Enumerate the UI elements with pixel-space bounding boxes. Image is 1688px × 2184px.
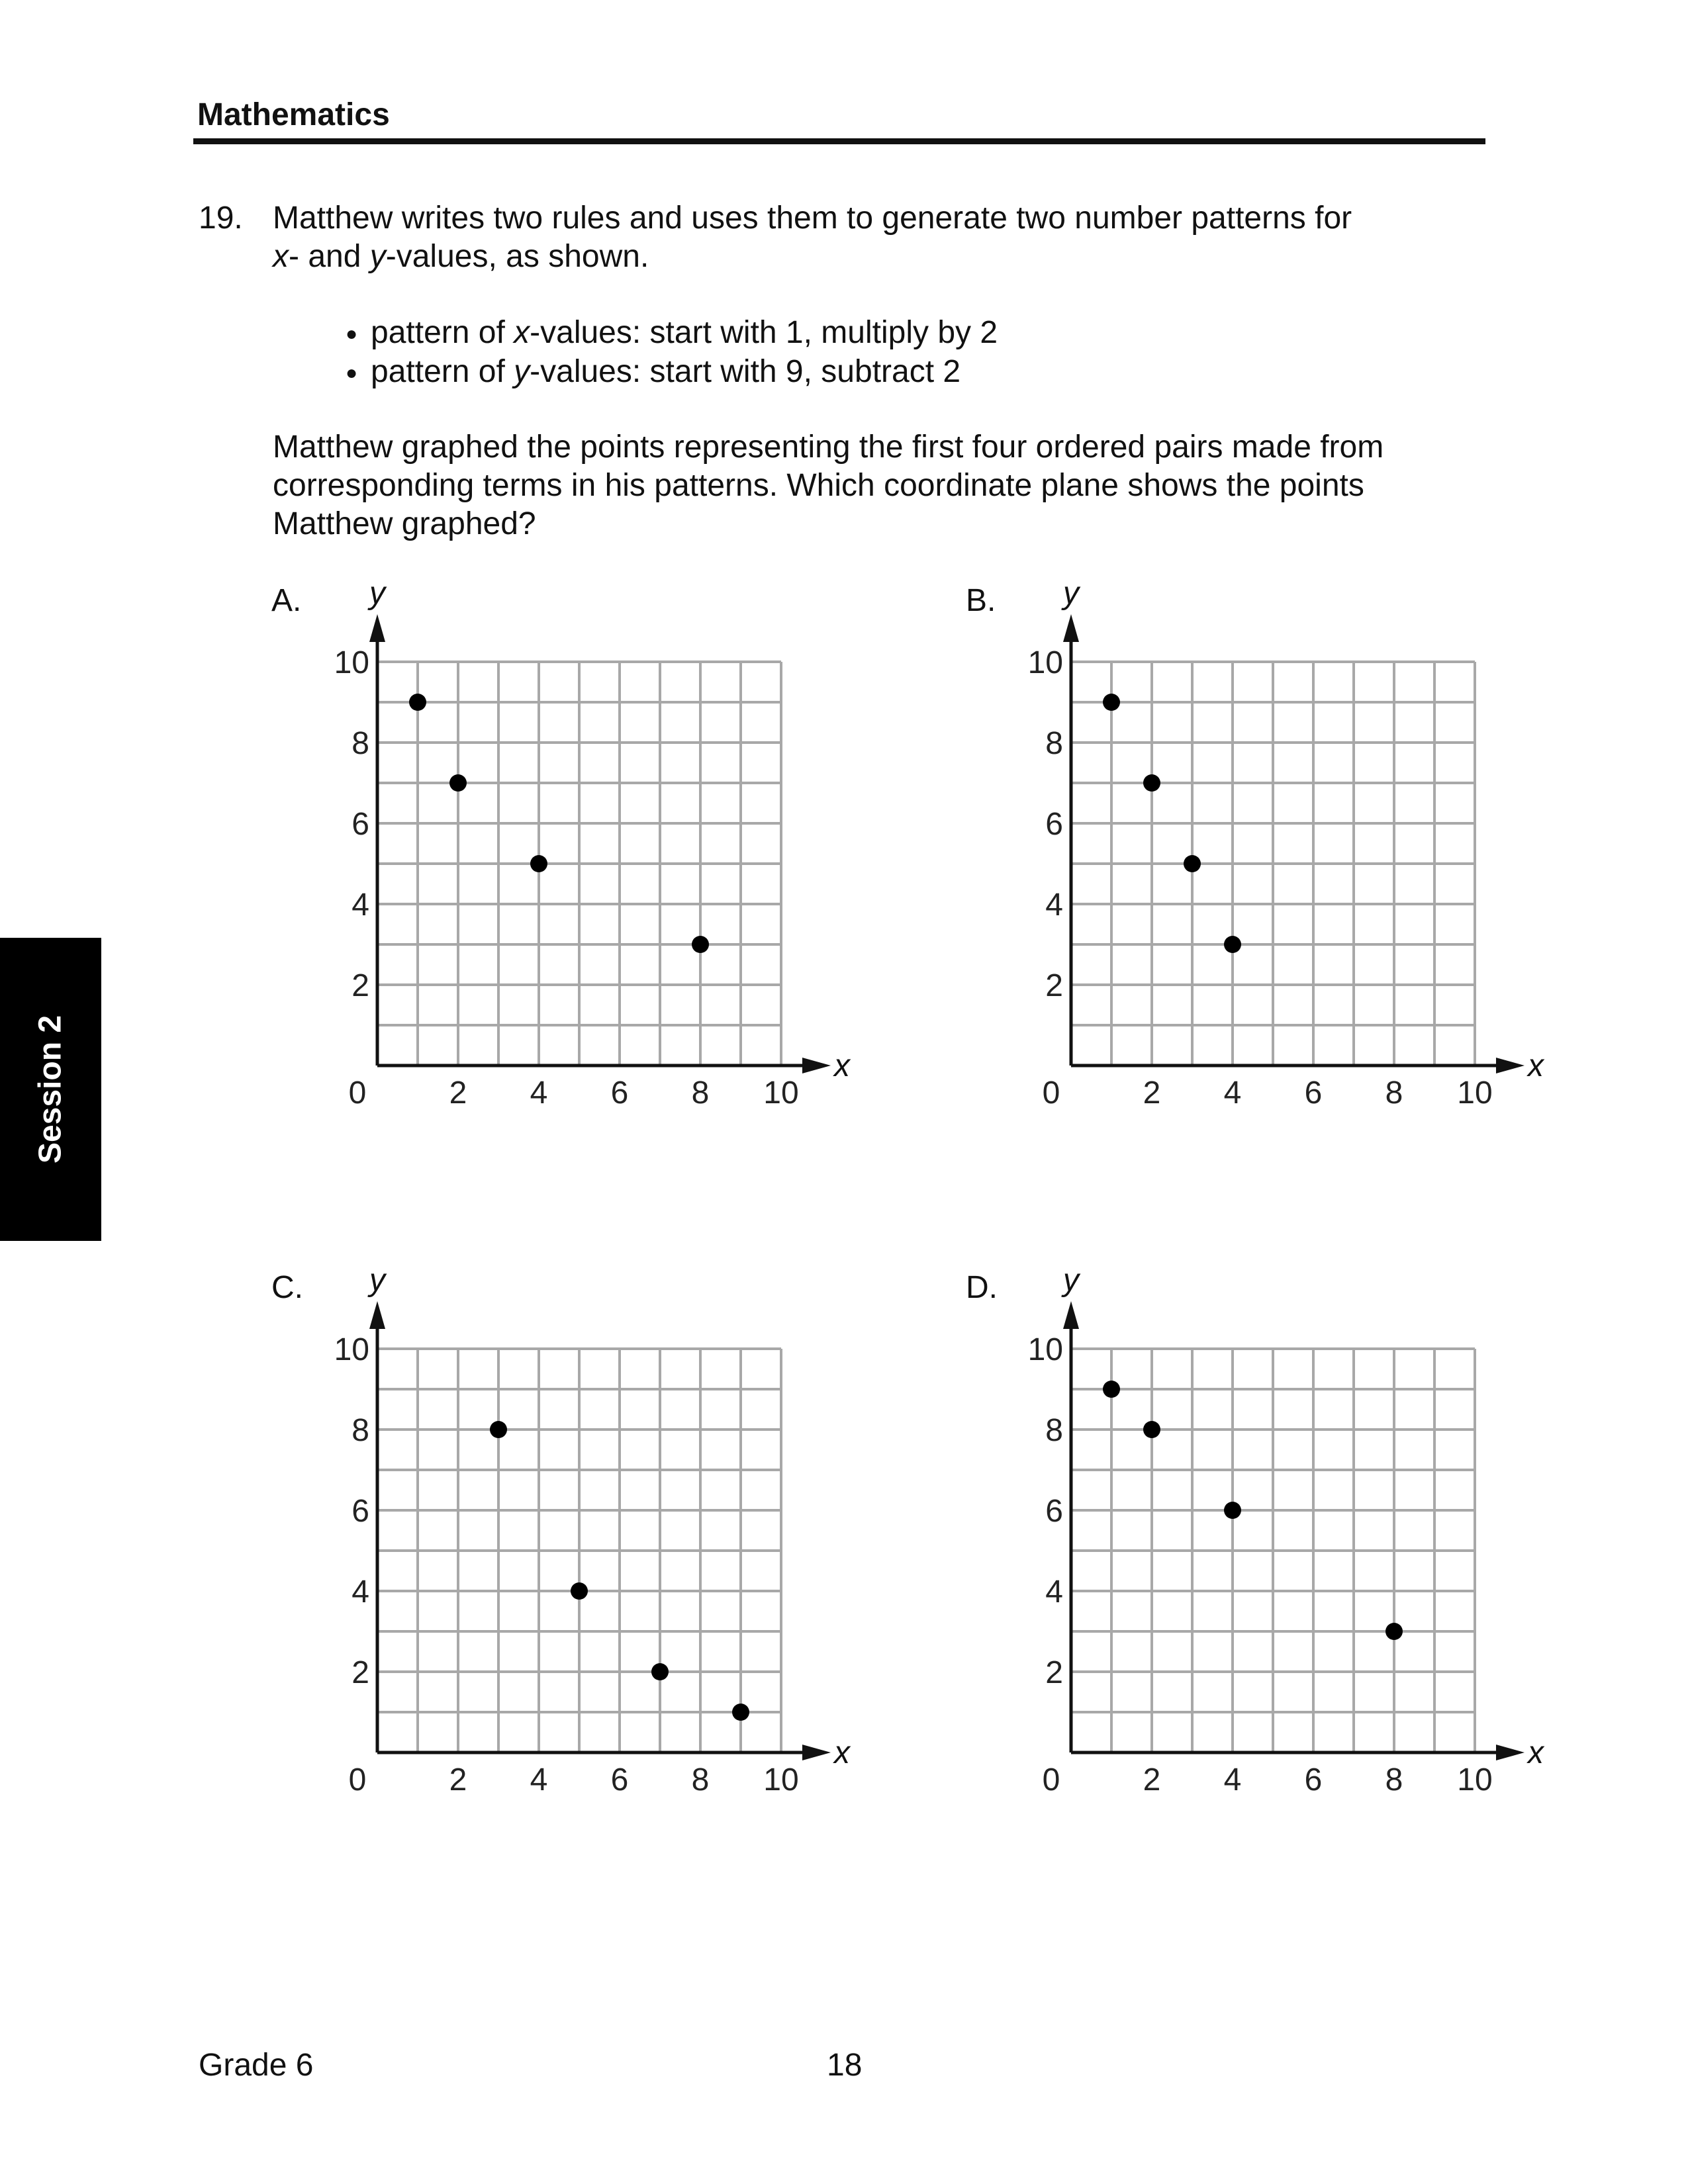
bullet-text: pattern of [371, 315, 514, 350]
data-point [1224, 1502, 1241, 1519]
y-tick-label: 6 [352, 807, 369, 842]
data-point [732, 1704, 749, 1721]
data-point [571, 1582, 588, 1600]
option-b-label[interactable]: B. [966, 583, 996, 618]
option-a-chart[interactable] [311, 576, 867, 1118]
y-tick-label: 4 [352, 1574, 369, 1610]
var-y: y [514, 354, 530, 389]
y-tick-label: 4 [1045, 887, 1063, 923]
question-intro-line1: Matthew writes two rules and uses them to generate two number patterns for [273, 201, 1352, 236]
y-axis-arrow [369, 1301, 385, 1329]
data-point [1224, 936, 1241, 953]
x-tick-label: 6 [610, 1075, 629, 1111]
y-tick-label: 10 [334, 1332, 369, 1367]
y-tick-label: 10 [1027, 645, 1063, 680]
var-y: y [369, 239, 386, 274]
data-point [692, 936, 709, 953]
x-tick-label: 2 [1143, 1762, 1161, 1797]
question-number: 19. [199, 201, 243, 236]
x-tick-label: 6 [1304, 1075, 1323, 1111]
bullet-text: -values: start with 9, subtract 2 [530, 354, 961, 389]
x-axis-arrow [802, 1745, 831, 1760]
bullet-text: -values: start with 1, multiply by 2 [530, 315, 998, 350]
pattern-x-bullet [371, 314, 998, 351]
y-tick-label: 2 [1045, 968, 1063, 1003]
pattern-y-bullet [371, 353, 961, 390]
x-axis-label: x [834, 1048, 850, 1083]
y-axis-label: y [1063, 1263, 1079, 1298]
x-axis-label: x [1528, 1735, 1544, 1770]
header-rule [193, 138, 1485, 144]
data-point [1143, 774, 1160, 792]
option-b-chart[interactable] [1005, 576, 1561, 1118]
x-tick-label: 2 [449, 1762, 467, 1797]
y-tick-label: 2 [1045, 1655, 1063, 1690]
prompt-line: Matthew graphed? [273, 506, 536, 541]
data-point [651, 1663, 669, 1680]
x-tick-label: 6 [1304, 1762, 1323, 1797]
x-tick-label: 4 [1223, 1075, 1242, 1111]
x-axis-arrow [1496, 1058, 1524, 1073]
intro-end: -values, as shown. [385, 239, 649, 274]
y-tick-label: 6 [352, 1494, 369, 1529]
y-tick-label: 6 [1045, 1494, 1063, 1529]
y-axis-label: y [1063, 576, 1079, 611]
session-label: Session 2 [32, 1015, 68, 1164]
x-tick-label: 10 [1457, 1762, 1493, 1797]
prompt-line: Matthew graphed the points representing the first four ordered pairs made from [273, 430, 1384, 465]
y-tick-label: 8 [352, 1413, 369, 1448]
data-point [449, 774, 467, 792]
x-tick-label: 8 [1385, 1075, 1403, 1111]
data-point [1103, 1381, 1120, 1398]
data-point [1103, 694, 1120, 711]
option-d-label[interactable]: D. [966, 1270, 998, 1305]
y-tick-label: 2 [352, 968, 369, 1003]
y-tick-label: 4 [1045, 1574, 1063, 1610]
x-axis-label: x [834, 1735, 850, 1770]
y-tick-label: 10 [334, 645, 369, 680]
option-a-label[interactable]: A. [271, 583, 302, 618]
x-tick-label: 10 [1457, 1075, 1493, 1111]
data-point [1143, 1421, 1160, 1438]
y-axis-arrow [369, 614, 385, 642]
y-tick-label: 4 [352, 887, 369, 923]
footer-page-number: 18 [827, 2048, 863, 2083]
x-tick-label: 10 [763, 1075, 799, 1111]
x-tick-label: 8 [691, 1075, 710, 1111]
data-point [1184, 855, 1201, 872]
bullet-dot: ● [346, 362, 358, 384]
x-tick-label: 2 [1143, 1075, 1161, 1111]
x-axis-arrow [1496, 1745, 1524, 1760]
page-header-subject: Mathematics [197, 97, 390, 132]
x-tick-label: 8 [691, 1762, 710, 1797]
x-tick-label: 0 [1042, 1762, 1060, 1797]
data-point [409, 694, 426, 711]
prompt-line: corresponding terms in his patterns. Which coordinate plane shows the points [273, 468, 1364, 503]
option-c-label[interactable]: C. [271, 1270, 303, 1305]
x-tick-label: 4 [530, 1075, 548, 1111]
y-axis-arrow [1063, 614, 1079, 642]
data-point [490, 1421, 507, 1438]
y-tick-label: 10 [1027, 1332, 1063, 1367]
y-tick-label: 8 [1045, 726, 1063, 761]
question-intro-line2 [273, 238, 649, 275]
var-x: x [273, 239, 289, 274]
y-tick-label: 6 [1045, 807, 1063, 842]
data-point [1385, 1623, 1403, 1640]
data-point [530, 855, 547, 872]
x-tick-label: 2 [449, 1075, 467, 1111]
x-tick-label: 0 [348, 1762, 367, 1797]
x-axis-label: x [1528, 1048, 1544, 1083]
y-axis-label: y [369, 576, 385, 611]
x-tick-label: 8 [1385, 1762, 1403, 1797]
x-tick-label: 4 [1223, 1762, 1242, 1797]
y-tick-label: 8 [352, 726, 369, 761]
y-axis-arrow [1063, 1301, 1079, 1329]
option-d-chart[interactable] [1005, 1263, 1561, 1805]
x-tick-label: 0 [1042, 1075, 1060, 1111]
x-tick-label: 10 [763, 1762, 799, 1797]
x-tick-label: 6 [610, 1762, 629, 1797]
y-tick-label: 2 [352, 1655, 369, 1690]
x-axis-arrow [802, 1058, 831, 1073]
bullet-text: pattern of [371, 354, 514, 389]
option-c-chart[interactable] [311, 1263, 867, 1805]
var-x: x [514, 315, 530, 350]
y-axis-label: y [369, 1263, 385, 1298]
intro-mid: - and [289, 239, 370, 274]
y-tick-label: 8 [1045, 1413, 1063, 1448]
x-tick-label: 4 [530, 1762, 548, 1797]
bullet-dot: ● [346, 323, 358, 345]
x-tick-label: 0 [348, 1075, 367, 1111]
footer-grade: Grade 6 [199, 2048, 314, 2083]
